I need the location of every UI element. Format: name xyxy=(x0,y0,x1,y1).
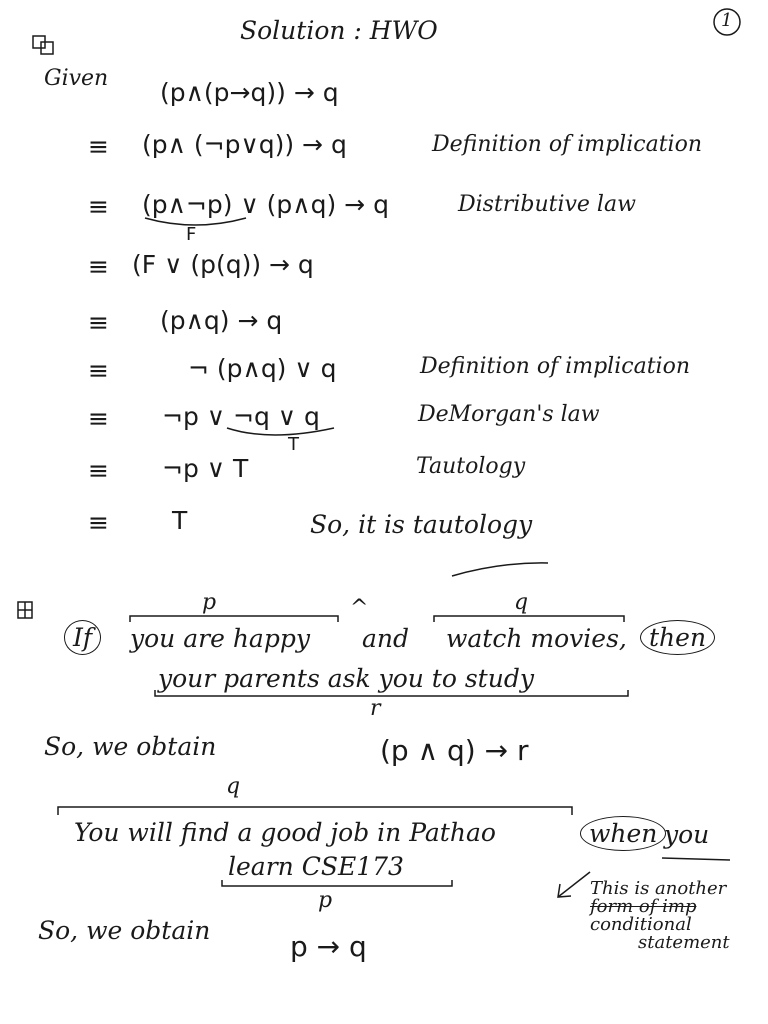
brace-p xyxy=(130,616,338,622)
step-6-under: T xyxy=(288,434,299,455)
r-statement: your parents ask you to study xyxy=(158,664,534,693)
note-arrow-icon xyxy=(558,872,590,897)
tautology-underline xyxy=(452,563,548,576)
given-expression: (p∧(p→q)) → q xyxy=(160,78,339,107)
q-label-3: q xyxy=(226,774,241,799)
when-circled: when xyxy=(580,816,666,851)
brace-q-3 xyxy=(58,807,572,815)
side-note-line-1: This is another xyxy=(590,878,727,899)
step-1-reason: Definition of implication xyxy=(432,132,702,157)
step-2-expression: (p∧¬p) ∨ (p∧q) → q xyxy=(142,190,389,219)
you-word: you xyxy=(664,820,710,849)
step-5-symbol: ≡ xyxy=(88,356,109,385)
side-note-line-3: conditional xyxy=(590,914,692,935)
step-8-expression: T xyxy=(172,506,188,535)
step-4-expression: (p∧q) → q xyxy=(160,306,283,335)
part1-conclusion: So, it is tautology xyxy=(310,510,533,539)
p-label: p xyxy=(202,590,217,615)
then-circled: then xyxy=(640,620,715,655)
step-6-symbol: ≡ xyxy=(88,404,109,433)
step-7-reason: Tautology xyxy=(416,454,526,479)
step-1-expression: (p∧ (¬p∨q)) → q xyxy=(142,130,347,159)
p-statement-3: learn CSE173 xyxy=(228,852,404,881)
step-3-symbol: ≡ xyxy=(88,252,109,281)
step-6-expression: ¬p ∨ ¬q ∨ q xyxy=(162,402,320,431)
part2-obtain-text: So, we obtain xyxy=(44,732,217,761)
p-label-3: p xyxy=(318,888,333,913)
and-caret: ^ xyxy=(350,596,369,621)
p-statement: you are happy xyxy=(130,624,310,653)
side-note-line-4: statement xyxy=(638,932,730,953)
side-note-line-2: form of imp xyxy=(590,896,697,917)
page-title: Solution : HWO xyxy=(240,16,438,45)
step-5-reason: Definition of implication xyxy=(420,354,690,379)
q-label: q xyxy=(514,590,529,615)
step-4-symbol: ≡ xyxy=(88,308,109,337)
given-label: Given xyxy=(44,66,109,91)
side-note xyxy=(590,880,730,952)
step-3-expression: (F ∨ (p(q)) → q xyxy=(132,250,314,279)
q-statement: watch movies, xyxy=(446,624,627,653)
step-5-expression: ¬ (p∧q) ∨ q xyxy=(188,354,337,383)
part3-obtain-text: So, we obtain xyxy=(38,916,211,945)
and-word: and xyxy=(362,624,410,653)
step-2-under: F xyxy=(186,224,197,245)
step-8-symbol: ≡ xyxy=(88,508,109,537)
part2-result: (p ∧ q) → r xyxy=(380,734,529,767)
brace-q xyxy=(434,616,624,622)
if-circled: If xyxy=(64,620,101,655)
page-number: 1 xyxy=(721,10,733,31)
step-7-expression: ¬p ∨ T xyxy=(162,454,249,483)
step-2-symbol: ≡ xyxy=(88,192,109,221)
part3-result: p → q xyxy=(290,930,367,963)
step-7-symbol: ≡ xyxy=(88,456,109,485)
step-1-symbol: ≡ xyxy=(88,132,109,161)
r-label: r xyxy=(370,696,381,721)
step-2-reason: Distributive law xyxy=(458,192,636,217)
step-6-reason: DeMorgan's law xyxy=(418,402,600,427)
q-statement-3: You will find a good job in Pathao xyxy=(74,818,496,847)
